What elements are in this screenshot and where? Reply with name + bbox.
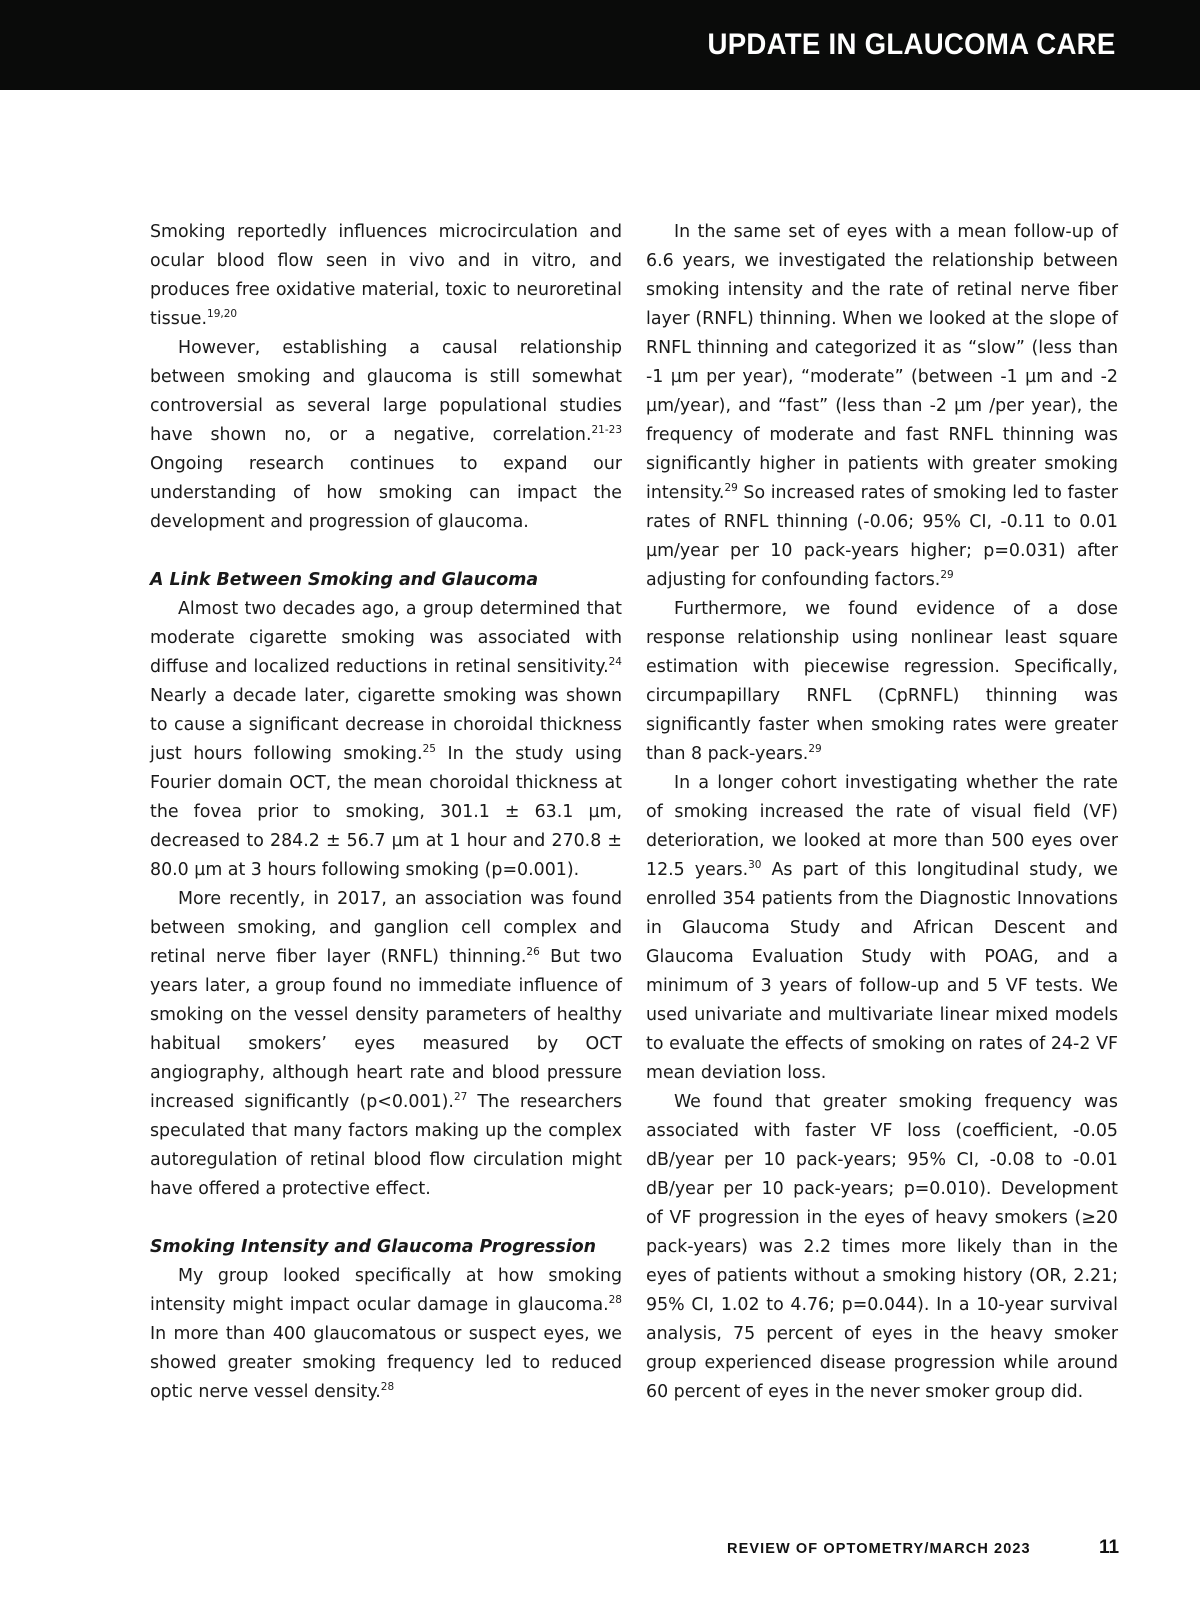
paragraph [150,1262,622,1407]
section-title: UPDATE IN GLAUCOMA CARE [707,28,1116,61]
footer-publication: REVIEW OF OPTOMETRY/MARCH 2023 [727,1541,1031,1557]
paragraph-text: The researchers speculated that many factors making up the complex autoregulation of retinal blood flow circulation might have offered a protective effect. [150,1092,623,1199]
paragraph-text: However, establishing a causal relationship between smoking and glaucoma is still somewhat controversial as several large populational studies have shown no, or a negative, correlation. [150,338,622,445]
citation-superscript: 26 [526,946,540,958]
page-number: 11 [1099,1537,1120,1558]
paragraph [150,595,622,885]
paragraph-text: We found that greater smoking frequency was associated with faster VF loss (coefficient, -0.05 dB/year per 10 pack-years; 95% CI, -0.08 to -0.01 dB/year per 10 pack-years; p=0.010). Development of VF progression in the eyes of heavy smokers (≥20 pack-years) was 2.2 times more likely than in the eyes of patients without a smoking history (OR, 2.21; 95% CI, 1.02 to 4.76; p=0.044). In a 10-year survival analysis, 75 percent of eyes in the heavy smoker group experienced disease progression while around 60 percent of eyes in the never smoker group did. [646,1092,1118,1402]
citation-superscript: 21-23 [591,424,622,436]
paragraph [646,769,1118,1088]
paragraph-text: But two years later, a group found no immediate influence of smoking on the vessel density parameters of healthy habitual smokers’ eyes measured by OCT angiography, although heart rate and blood pressure increased significantly (p<0.001). [150,947,622,1112]
citation-superscript: 25 [422,743,436,755]
citation-superscript: 28 [380,1381,395,1393]
paragraph-text: Ongoing research continues to expand our understanding of how smoking can impact the development and progression of glaucoma. [150,454,622,532]
subheading: A Link Between Smoking and Glaucoma [150,570,539,590]
paragraph-text: In a longer cohort investigating whether the rate of smoking increased the rate of visual field (VF) deterioration, we looked at more than 500 eyes over 12.5 years. [646,773,1118,880]
paragraph-text: In the study using Fourier domain OCT, the mean choroidal thickness at the fovea prior to smoking, 301.1 ± 63.1 µm, decreased to 284.2 ± 56.7 µm at 1 hour and 270.8 ± 80.0 µm at 3 hours following smoking (p=0.001). [150,744,622,880]
right-column [646,218,1118,1407]
paragraph-text: Nearly a decade later, cigarette smoking was shown to cause a significant decrease in choroidal thickness just hours following smoking. [150,686,622,764]
citation-superscript: 19,20 [207,308,238,320]
paragraph [150,334,622,537]
citation-superscript: 29 [808,743,822,755]
citation-superscript: 30 [748,859,762,871]
citation-superscript: 29 [724,482,738,494]
paragraph [150,885,622,1204]
citation-superscript: 27 [453,1091,468,1103]
section-header-bar [0,0,1200,90]
paragraph-text: In more than 400 glaucomatous or suspect eyes, we showed greater smoking frequency led to reduced optic nerve vessel density. [150,1324,622,1402]
left-column [150,218,622,1407]
paragraph-text: More recently, in 2017, an association was found between smoking, and ganglion cell complex and retinal nerve fiber layer (RNFL) thinning. [150,889,622,967]
citation-superscript: 28 [608,1294,622,1306]
paragraph-text: Furthermore, we found evidence of a dose response relationship using nonlinear least square estimation with piecewise regression. Specifically, circumpapillary RNFL (CpRNFL) thinning was significantly faster when smoking rates were greater than 8 pack-years. [646,599,1118,764]
paragraph [646,595,1118,769]
paragraph [150,218,622,334]
paragraph-text: So increased rates of smoking led to faster rates of RNFL thinning (-0.06; 95% CI, -0.11 to 0.01 µm/year per 10 pack-years higher; p=0.031) after adjusting for confounding factors. [646,483,1118,590]
citation-superscript: 29 [940,569,954,581]
paragraph [646,218,1118,595]
citation-superscript: 24 [608,656,622,668]
subheading: Smoking Intensity and Glaucoma Progression [150,1237,597,1257]
paragraph-text: Almost two decades ago, a group determined that moderate cigarette smoking was associated with diffuse and localized reductions in retinal sensitivity. [150,599,622,677]
paragraph-text: My group looked specifically at how smoking intensity might impact ocular damage in glaucoma. [150,1266,622,1315]
paragraph [646,1088,1118,1407]
paragraph-text: As part of this longitudinal study, we enrolled 354 patients from the Diagnostic Innovations in Glaucoma Study and African Descent and Glaucoma Evaluation Study with POAG, and a minimum of 3 years of follow-up and 5 VF tests. We used univariate and multivariate linear mixed models to evaluate the effects of smoking on rates of 24-2 VF mean deviation loss. [646,860,1118,1083]
paragraph-text: In the same set of eyes with a mean follow-up of 6.6 years, we investigated the relationship between smoking intensity and the rate of retinal nerve fiber layer (RNFL) thinning. When we looked at the slope of RNFL thinning and categorized it as “slow” (less than -1 µm per year), “moderate” (between -1 µm and -2 µm/year), and “fast” (less than -2 µm /per year), the frequency of moderate and fast RNFL thinning was significantly higher in patients with greater smoking intensity. [646,222,1118,503]
paragraph-text: Smoking reportedly influences microcirculation and ocular blood flow seen in vivo and in vitro, and produces free oxidative material, toxic to neuroretinal tissue. [150,222,622,329]
